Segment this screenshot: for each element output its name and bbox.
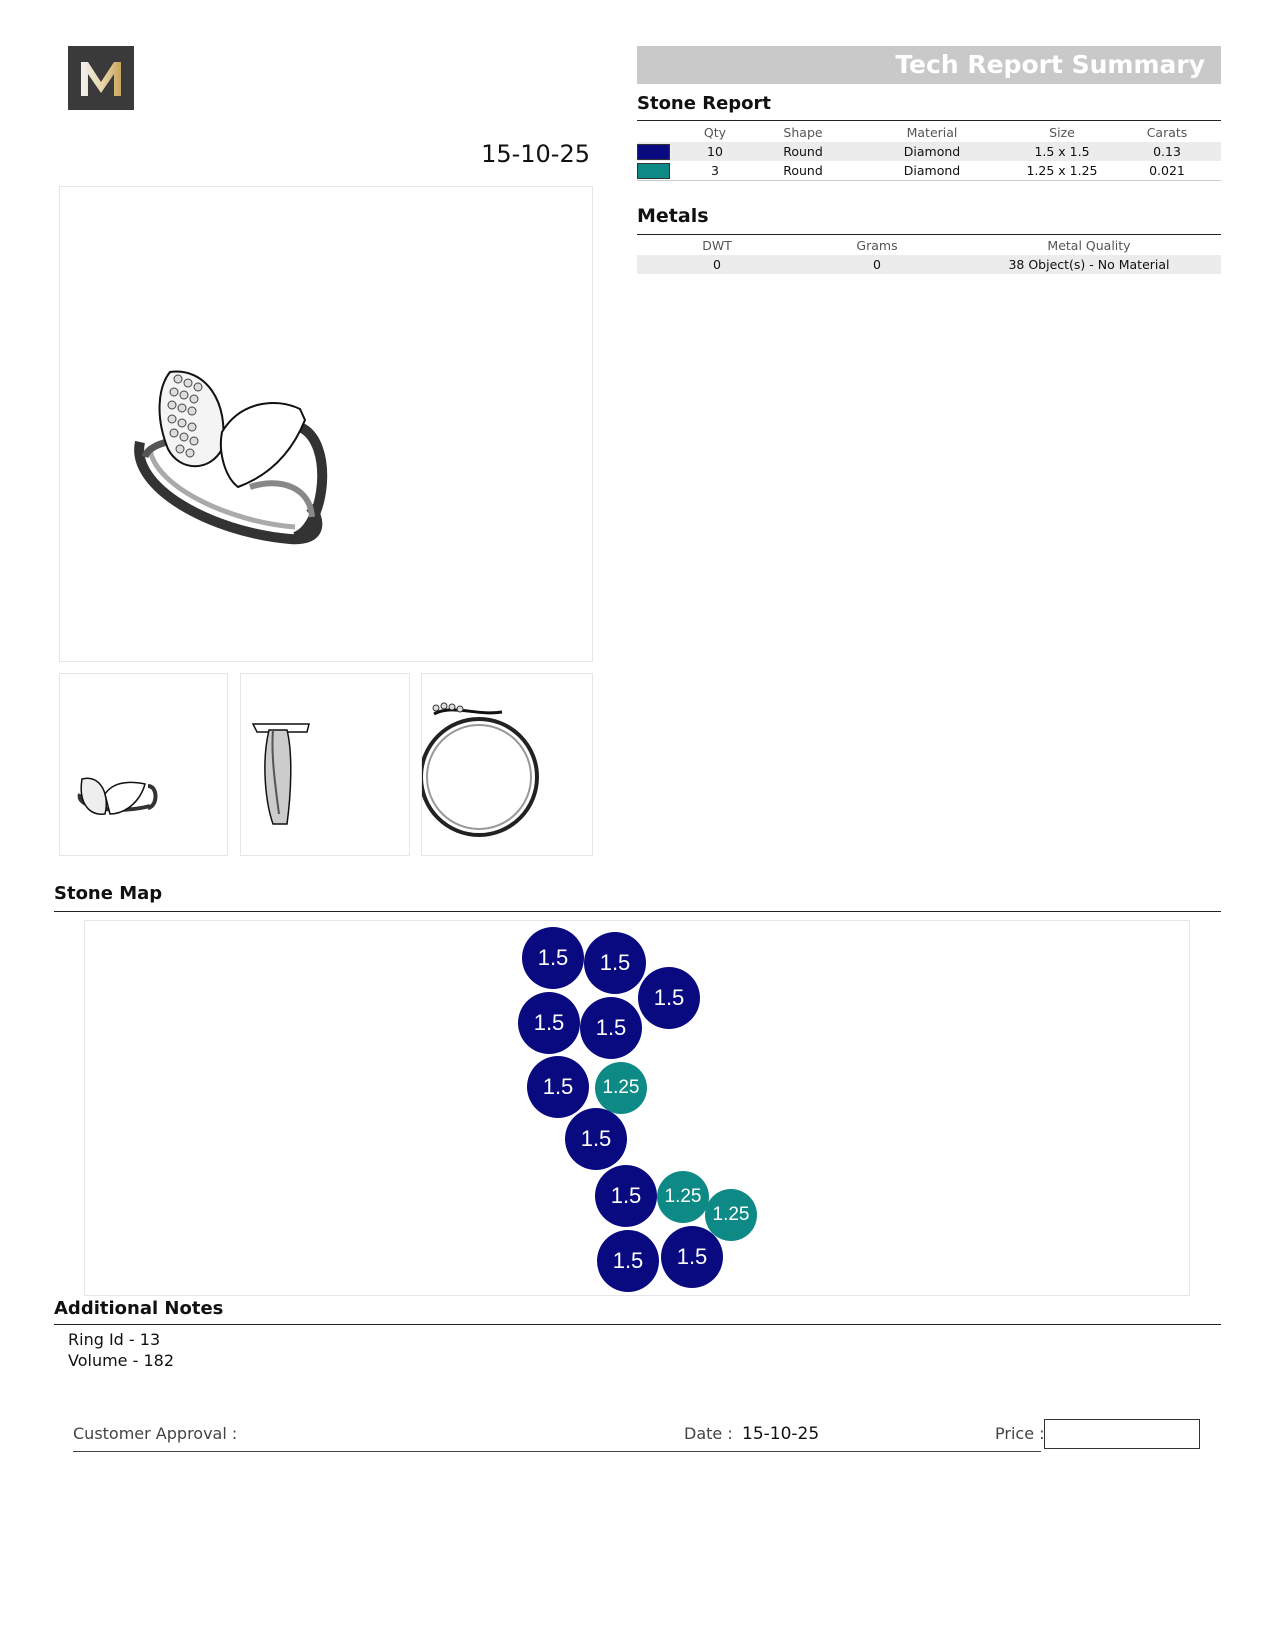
shape-cell: Round bbox=[783, 163, 823, 178]
stone-color-swatch bbox=[637, 144, 670, 160]
col-dwt: DWT bbox=[702, 238, 732, 253]
company-logo bbox=[68, 46, 134, 110]
stone-report-title: Stone Report bbox=[637, 93, 772, 114]
col-size: Size bbox=[1049, 125, 1075, 140]
col-qty: Qty bbox=[703, 125, 727, 140]
notes-rule bbox=[54, 1324, 1221, 1325]
thumbnail-front-view[interactable] bbox=[59, 673, 228, 856]
col-metal-quality: Metal Quality bbox=[1047, 238, 1131, 253]
report-date: 15-10-25 bbox=[481, 140, 590, 168]
dwt-cell: 0 bbox=[637, 255, 797, 274]
stone-marker: 1.5 bbox=[518, 992, 580, 1054]
stone-marker: 1.5 bbox=[638, 967, 700, 1029]
metal-quality-cell: 38 Object(s) - No Material bbox=[957, 255, 1221, 274]
approval-date-value: 15-10-25 bbox=[742, 1424, 820, 1444]
thumbnail-side-view[interactable] bbox=[240, 673, 410, 856]
stone-marker: 1.5 bbox=[580, 997, 642, 1059]
table-row bbox=[637, 142, 1221, 161]
metals-rule bbox=[637, 234, 1221, 235]
stone-marker: 1.5 bbox=[527, 1056, 589, 1118]
note-line: Ring Id - 13 bbox=[68, 1330, 161, 1349]
notes-title: Additional Notes bbox=[54, 1298, 224, 1319]
stone-marker: 1.25 bbox=[595, 1062, 647, 1114]
material-cell: Diamond bbox=[903, 163, 961, 178]
carats-cell: 0.021 bbox=[1149, 163, 1185, 178]
stone-marker: 1.5 bbox=[584, 932, 646, 994]
col-grams: Grams bbox=[856, 238, 898, 253]
note-line: Volume - 182 bbox=[68, 1351, 174, 1370]
stone-report-rule bbox=[637, 120, 1221, 121]
stone-color-swatch bbox=[637, 163, 670, 179]
size-cell: 1.25 x 1.25 bbox=[1026, 163, 1098, 178]
approval-signature-line[interactable] bbox=[73, 1451, 1041, 1452]
grams-cell: 0 bbox=[797, 255, 957, 274]
stone-map-rule bbox=[54, 911, 1221, 912]
price-field[interactable] bbox=[1044, 1419, 1200, 1449]
col-material: Material bbox=[906, 125, 958, 140]
main-ring-image bbox=[59, 186, 593, 662]
metals-table bbox=[637, 236, 1221, 274]
qty-cell: 10 bbox=[677, 142, 753, 161]
col-shape: Shape bbox=[783, 125, 823, 140]
table-row bbox=[637, 161, 1221, 181]
price-label: Price : bbox=[995, 1424, 1045, 1443]
stone-map bbox=[84, 920, 1190, 1296]
table-row bbox=[637, 255, 1221, 274]
shape-cell: Round bbox=[753, 142, 853, 161]
stone-marker: 1.5 bbox=[597, 1230, 659, 1292]
stone-marker: 1.5 bbox=[661, 1226, 723, 1288]
size-cell: 1.5 x 1.5 bbox=[1011, 142, 1113, 161]
stone-marker: 1.25 bbox=[657, 1171, 709, 1223]
metals-title: Metals bbox=[637, 205, 709, 227]
stone-report-header-row bbox=[637, 123, 1221, 142]
col-carats: Carats bbox=[1146, 125, 1188, 140]
stone-marker: 1.5 bbox=[522, 927, 584, 989]
notes-body bbox=[68, 1329, 174, 1371]
date-label: Date : bbox=[684, 1424, 733, 1443]
stone-report-table bbox=[637, 123, 1221, 181]
stone-marker: 1.5 bbox=[595, 1165, 657, 1227]
carats-cell: 0.13 bbox=[1113, 142, 1221, 161]
stone-map-title: Stone Map bbox=[54, 883, 163, 904]
thumbnail-profile-view[interactable] bbox=[421, 673, 593, 856]
customer-approval-label: Customer Approval : bbox=[73, 1424, 238, 1443]
qty-cell: 3 bbox=[711, 163, 719, 178]
stone-marker: 1.25 bbox=[705, 1189, 757, 1241]
logo-m-icon bbox=[78, 58, 124, 98]
metals-header-row bbox=[637, 236, 1221, 255]
report-title-banner: Tech Report Summary bbox=[637, 46, 1221, 84]
material-cell: Diamond bbox=[853, 142, 1011, 161]
stone-marker: 1.5 bbox=[565, 1108, 627, 1170]
